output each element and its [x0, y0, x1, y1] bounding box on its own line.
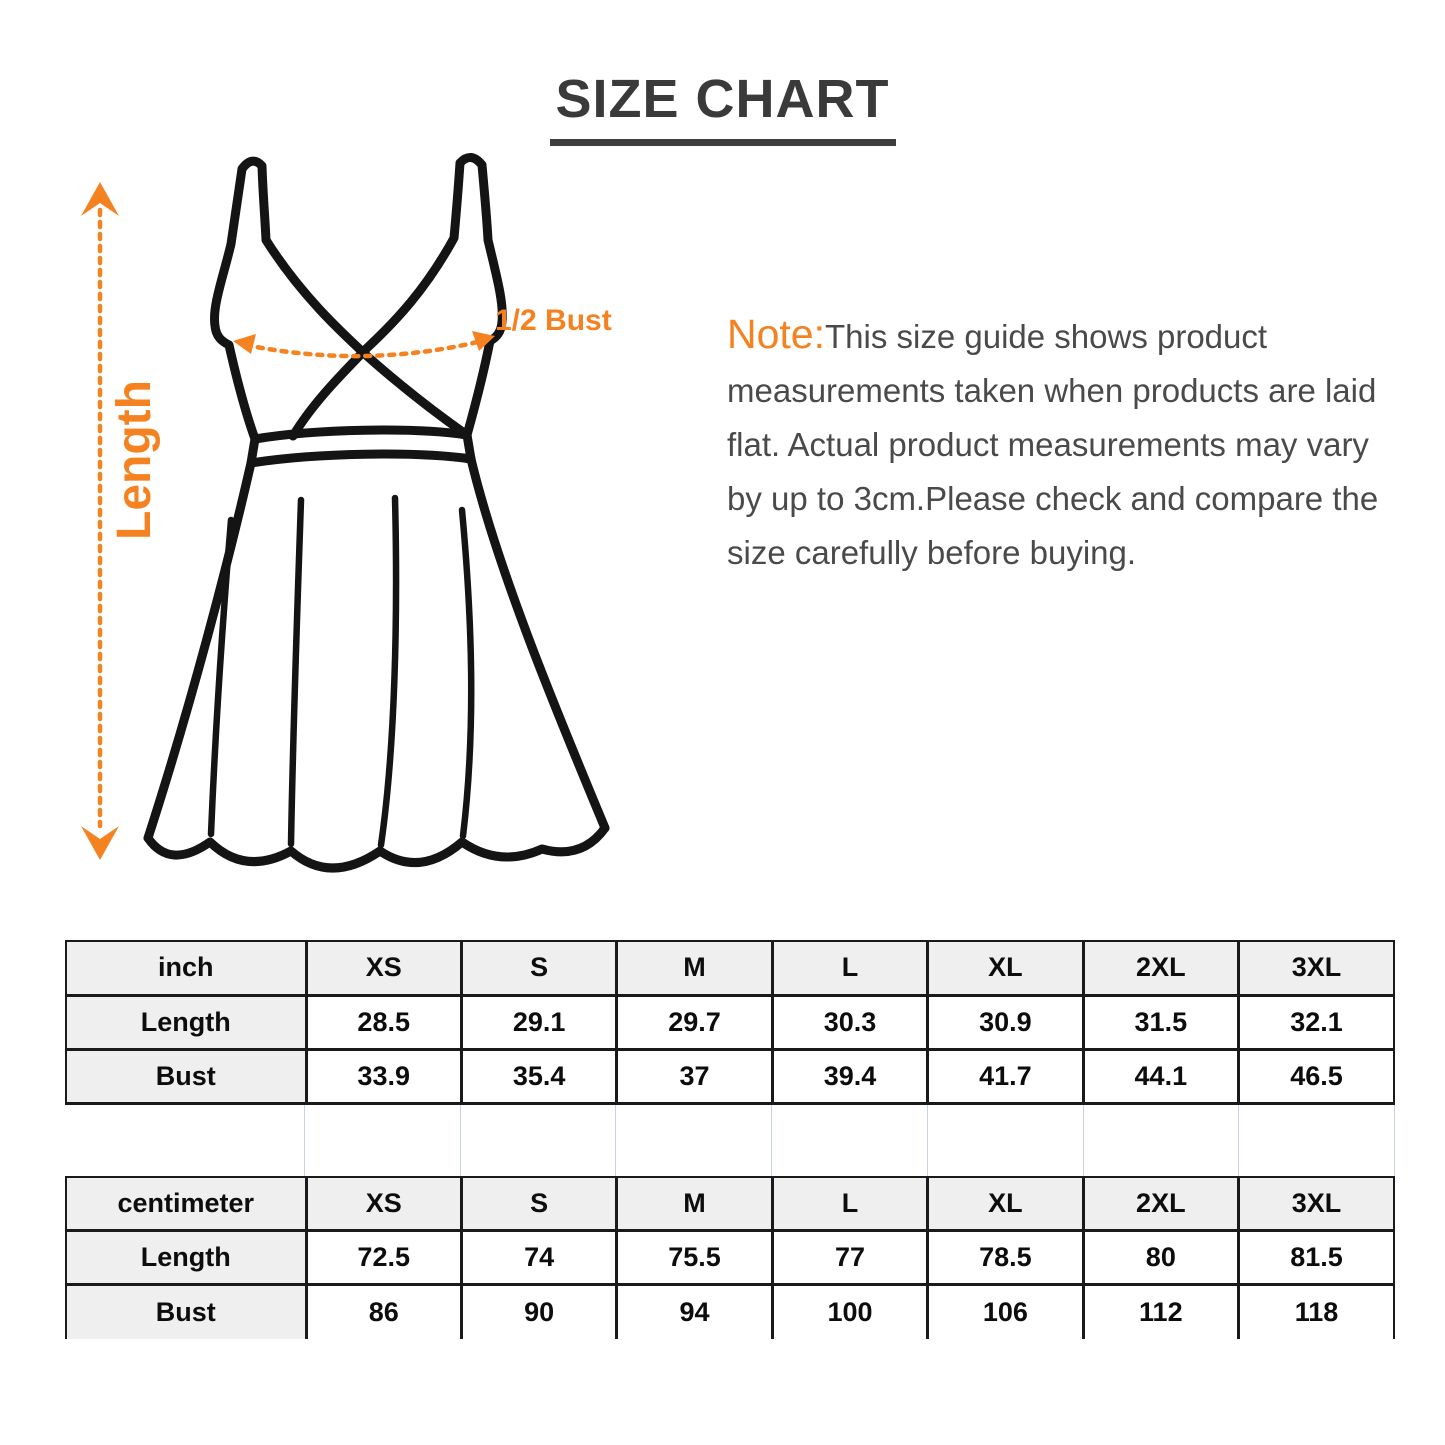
table-row — [66, 995, 1394, 1049]
waistband-bottom — [251, 454, 471, 463]
value-cell: 86 — [306, 1285, 461, 1339]
skirt-hem — [148, 828, 605, 868]
skirt-right-edge — [471, 459, 605, 828]
spacer-cell — [1084, 1105, 1240, 1176]
table-row — [66, 941, 1394, 995]
value-cell: 29.7 — [617, 995, 772, 1049]
value-cell: 41.7 — [928, 1049, 1083, 1103]
right-side-contour — [467, 165, 502, 435]
table-row — [66, 1049, 1394, 1103]
size-header-cell: L — [772, 1177, 927, 1231]
value-cell: 77 — [772, 1231, 927, 1285]
value-cell: 118 — [1239, 1285, 1394, 1339]
neckline-right-panel — [293, 163, 460, 436]
value-cell: 30.9 — [928, 995, 1083, 1049]
waistband-top — [255, 430, 467, 439]
size-header-cell: XS — [306, 941, 461, 995]
table-row — [66, 1231, 1394, 1285]
value-cell: 72.5 — [306, 1231, 461, 1285]
bust-label: 1/2 Bust — [495, 304, 612, 337]
centimeter-size-table — [65, 1176, 1395, 1339]
note-paragraph — [727, 310, 1387, 581]
size-header-cell: 2XL — [1083, 1177, 1238, 1231]
length-arrow-down-icon — [81, 826, 119, 860]
row-label-cell: Bust — [66, 1049, 306, 1103]
size-header-cell: XL — [928, 1177, 1083, 1231]
value-cell: 35.4 — [461, 1049, 616, 1103]
table-spacer-row — [65, 1105, 1395, 1176]
page-title: SIZE CHART — [550, 68, 896, 146]
skirt-crease-2 — [291, 500, 301, 844]
size-header-cell: S — [461, 1177, 616, 1231]
value-cell: 37 — [617, 1049, 772, 1103]
size-header-cell: 2XL — [1083, 941, 1238, 995]
value-cell: 28.5 — [306, 995, 461, 1049]
spacer-cell — [461, 1105, 617, 1176]
spacer-cell — [772, 1105, 928, 1176]
spacer-cell — [928, 1105, 1084, 1176]
dress-outline — [148, 157, 605, 868]
skirt-crease-4 — [462, 510, 471, 836]
skirt-left-edge — [148, 463, 251, 838]
note-body: This size guide shows product measurements taken when products are laid flat. Actual product measurements may vary by up to 3cm.Please check and compare the size carefully before buying. — [727, 318, 1379, 572]
value-cell: 39.4 — [772, 1049, 927, 1103]
value-cell: 33.9 — [306, 1049, 461, 1103]
value-cell: 75.5 — [617, 1231, 772, 1285]
value-cell: 46.5 — [1239, 1049, 1394, 1103]
value-cell: 100 — [772, 1285, 927, 1339]
table-row — [66, 1177, 1394, 1231]
spacer-cell — [616, 1105, 772, 1176]
size-header-cell: L — [772, 941, 927, 995]
row-label-cell: Length — [66, 995, 306, 1049]
row-label-cell: Bust — [66, 1285, 306, 1339]
spacer-cell — [65, 1105, 305, 1176]
row-label-cell: Length — [66, 1231, 306, 1285]
bust-measure — [233, 304, 612, 356]
value-cell: 90 — [461, 1285, 616, 1339]
dress-measurement-diagram — [60, 148, 660, 908]
left-side-contour — [214, 169, 255, 439]
value-cell: 74 — [461, 1231, 616, 1285]
value-cell: 80 — [1083, 1231, 1238, 1285]
length-measure — [81, 182, 161, 860]
inch-size-table — [65, 940, 1395, 1105]
skirt-crease-1 — [211, 520, 231, 834]
skirt-crease-3 — [381, 498, 396, 845]
value-cell: 31.5 — [1083, 995, 1238, 1049]
size-header-cell: 3XL — [1239, 1177, 1394, 1231]
spacer-cell — [305, 1105, 461, 1176]
size-header-cell: 3XL — [1239, 941, 1394, 995]
value-cell: 44.1 — [1083, 1049, 1238, 1103]
size-header-cell: M — [617, 1177, 772, 1231]
spacer-cell — [1239, 1105, 1395, 1176]
value-cell: 94 — [617, 1285, 772, 1339]
note-prefix: Note: — [727, 311, 825, 357]
value-cell: 78.5 — [928, 1231, 1083, 1285]
size-tables — [65, 940, 1395, 1339]
bust-arrow-left-icon — [233, 334, 256, 354]
size-header-cell: XL — [928, 941, 1083, 995]
length-label: Length — [108, 380, 161, 540]
value-cell: 112 — [1083, 1285, 1238, 1339]
value-cell: 32.1 — [1239, 995, 1394, 1049]
table-row — [66, 1285, 1394, 1339]
size-header-cell: XS — [306, 1177, 461, 1231]
size-header-cell: S — [461, 941, 616, 995]
value-cell: 106 — [928, 1285, 1083, 1339]
unit-header-cell: inch — [66, 941, 306, 995]
value-cell: 29.1 — [461, 995, 616, 1049]
value-cell: 30.3 — [772, 995, 927, 1049]
size-header-cell: M — [617, 941, 772, 995]
value-cell: 81.5 — [1239, 1231, 1394, 1285]
unit-header-cell: centimeter — [66, 1177, 306, 1231]
neckline-left-panel — [262, 166, 467, 435]
